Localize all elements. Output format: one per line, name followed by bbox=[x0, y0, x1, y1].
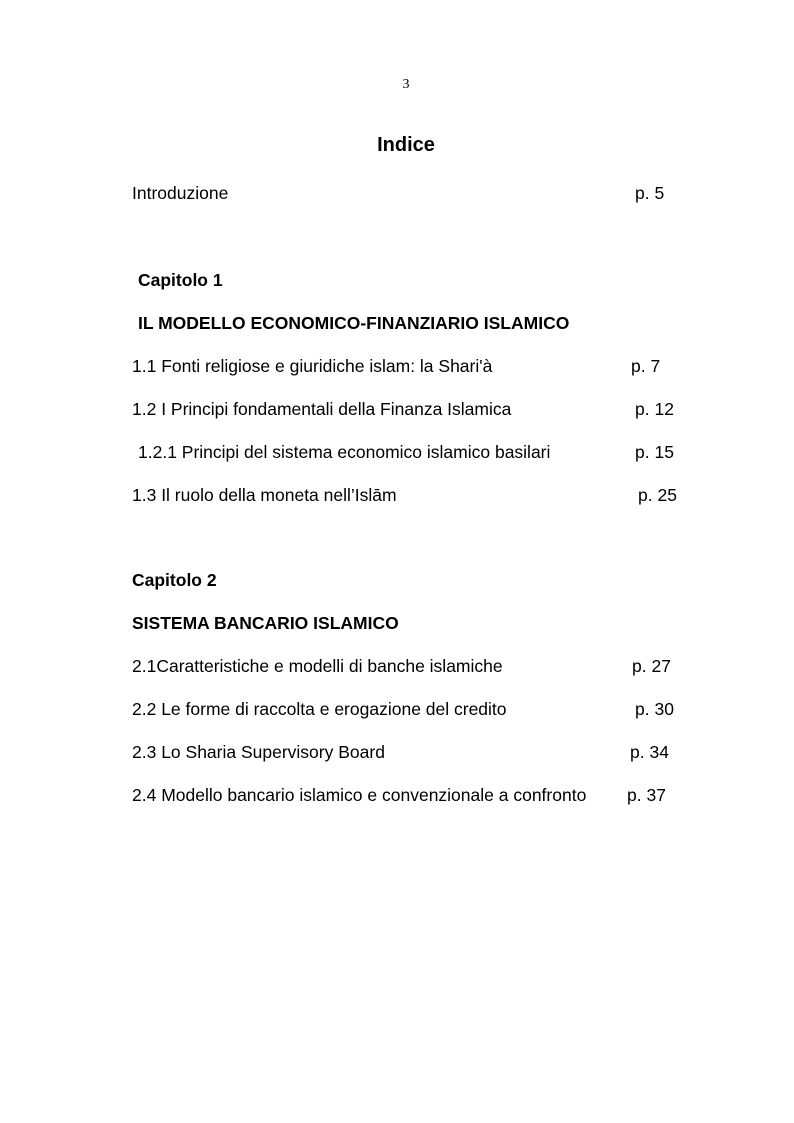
toc-entry-1-2-page: p. 12 bbox=[635, 399, 674, 419]
toc-entry-2-3-page: p. 34 bbox=[630, 742, 669, 762]
toc-entry-2-2-page: p. 30 bbox=[635, 699, 674, 719]
toc-entry-1-3-page: p. 25 bbox=[638, 485, 677, 505]
page-title: Indice bbox=[377, 134, 435, 156]
chapter-2-heading: SISTEMA BANCARIO ISLAMICO bbox=[132, 613, 399, 633]
toc-entry-1-3-label: 1.3 Il ruolo della moneta nell’Islām bbox=[132, 485, 397, 505]
toc-intro-label: Introduzione bbox=[132, 183, 229, 203]
toc-entry-2-3-label: 2.3 Lo Sharia Supervisory Board bbox=[132, 742, 385, 762]
toc-entry-2-1-page: p. 27 bbox=[632, 656, 671, 676]
toc-entry-1-2-1-page: p. 15 bbox=[635, 442, 674, 462]
toc-entry-2-4-label: 2.4 Modello bancario islamico e convenzionale a confronto bbox=[132, 785, 587, 805]
toc-entry-1-1-label: 1.1 Fonti religiose e giuridiche islam: la Shari'à bbox=[132, 356, 493, 376]
toc-entry-2-1-label: 2.1Caratteristiche e modelli di banche islamiche bbox=[132, 656, 503, 676]
chapter-2-label: Capitolo 2 bbox=[132, 570, 217, 590]
toc-entry-2-4-page: p. 37 bbox=[627, 785, 666, 805]
toc-entry-1-1-page: p. 7 bbox=[631, 356, 661, 376]
chapter-1-heading: IL MODELLO ECONOMICO-FINANZIARIO ISLAMICO bbox=[138, 313, 570, 333]
chapter-1-label: Capitolo 1 bbox=[138, 270, 223, 290]
toc-intro-page: p. 5 bbox=[635, 183, 665, 203]
toc-entry-2-2-label: 2.2 Le forme di raccolta e erogazione del credito bbox=[132, 699, 507, 719]
toc-entry-1-2-1-label: 1.2.1 Principi del sistema economico islamico basilari bbox=[138, 442, 551, 462]
page-number: 3 bbox=[402, 77, 410, 92]
toc-entry-1-2-label: 1.2 I Principi fondamentali della Finanza Islamica bbox=[132, 399, 512, 419]
